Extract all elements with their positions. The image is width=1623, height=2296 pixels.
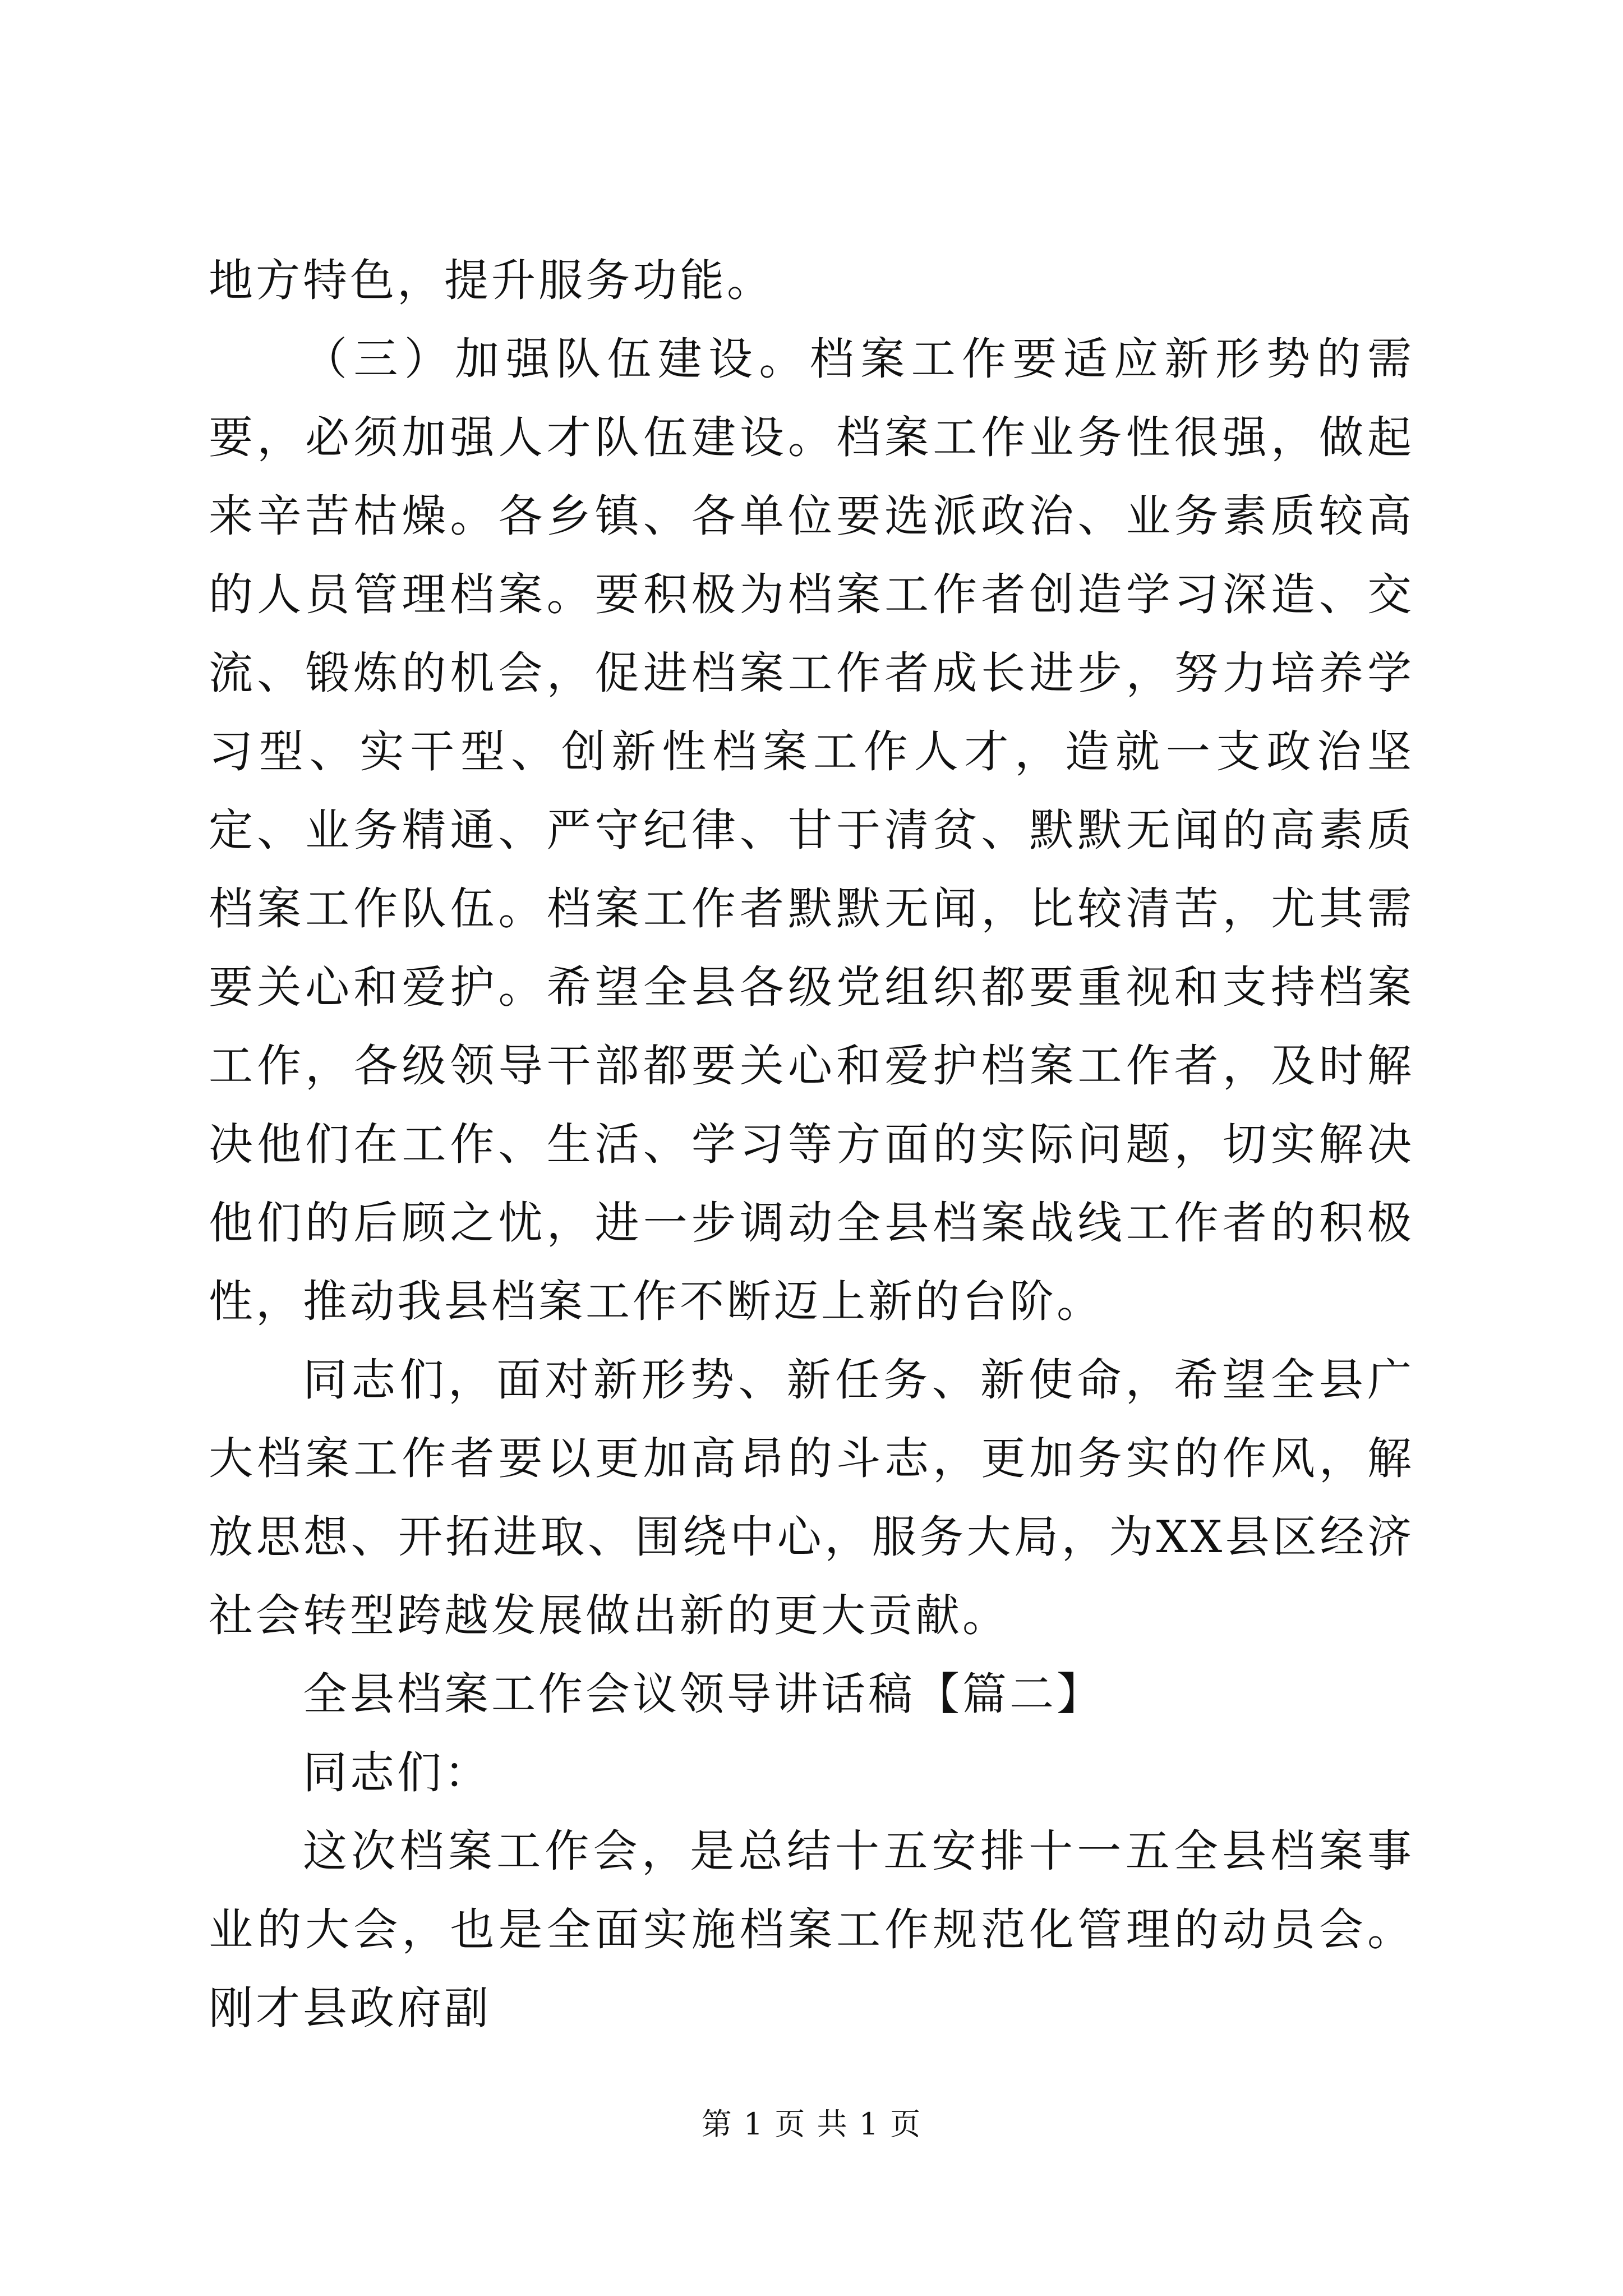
paragraph-6: 这次档案工作会，是总结十五安排十一五全县档案事业的大会，也是全面实施档案工作规范化管理的动员会。刚才县政府副 xyxy=(209,1825,1414,2034)
paragraph-1: 地方特色，提升服务功能。 xyxy=(209,255,774,306)
section-heading: 全县档案工作会议领导讲话稿【篇二】 xyxy=(303,1668,1104,1720)
page-footer xyxy=(0,2105,1623,2144)
paragraph-2: （三）加强队伍建设。档案工作要适应新形势的需要，必须加强人才队伍建设。档案工作业务性很强，做起来辛苦枯燥。各乡镇、各单位要选派政治、业务素质较高的人员管理档案。要积极为档案工作者创造学习深造、交流、锻炼的机会，促进档案工作者成长进步，努力培养学习型、实干型、创新性档案工作人才，造就一支政治坚定、业务精通、严守纪律、甘于清贫、默默无闻的高素质档案工作队伍。档案工作者默默无闻，比较清苦，尤其需要关心和爱护。希望全县各级党组织都要重视和支持档案工作，各级领导干部都要关心和爱护档案工作者，及时解决他们在工作、生活、学习等方面的实际问题，切实解决他们的后顾之忧，进一步调动全县档案战线工作者的积极性，推动我县档案工作不断迈上新的台阶。 xyxy=(209,333,1414,1327)
page-number-label: 第 1 页 共 1 页 xyxy=(701,2106,922,2142)
document-body xyxy=(209,241,1414,2047)
salutation: 同志们： xyxy=(303,1747,491,1798)
paragraph-3: 同志们，面对新形势、新任务、新使命，希望全县广大档案工作者要以更加高昂的斗志，更加务实的作风，解放思想、开拓进取、围绕中心，服务大局，为XX县区经济社会转型跨越发展做出新的更大贡献。 xyxy=(209,1354,1414,1641)
